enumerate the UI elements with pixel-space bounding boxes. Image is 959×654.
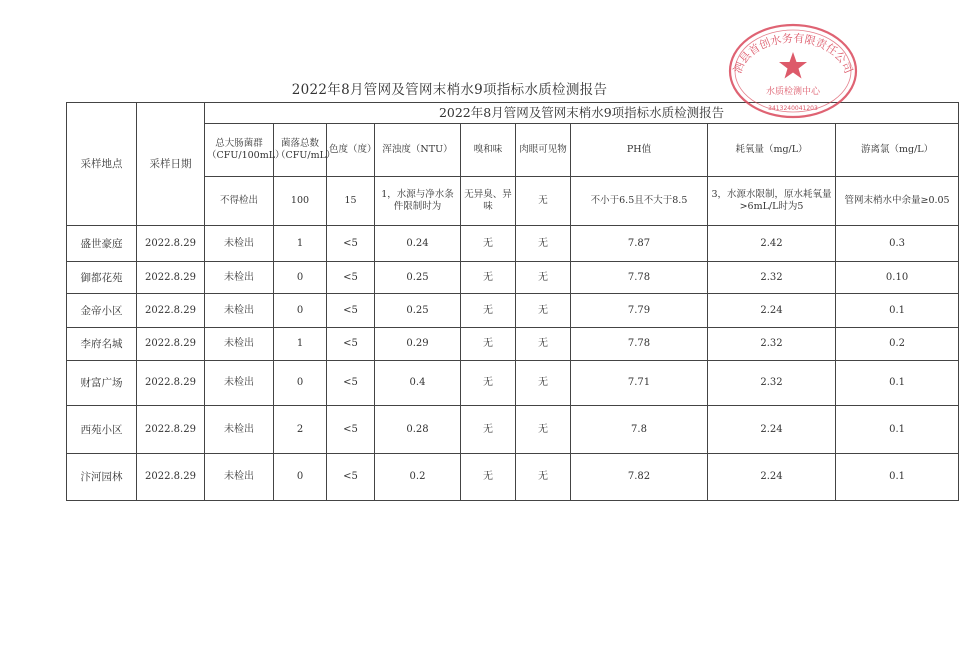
header-site: 采样地点 <box>67 103 137 226</box>
measurement-value: 无 <box>461 262 516 294</box>
measurement-value: <5 <box>327 226 375 262</box>
measurement-value: 0.25 <box>375 294 461 328</box>
measurement-value: 7.78 <box>571 328 708 361</box>
measurement-value: 2.32 <box>708 361 836 406</box>
sample-date: 2022.8.29 <box>137 262 205 294</box>
measurement-value: 0.1 <box>836 294 959 328</box>
measurement-value: 无 <box>461 226 516 262</box>
sample-date: 2022.8.29 <box>137 361 205 406</box>
sample-date: 2022.8.29 <box>137 406 205 454</box>
measurement-value: 7.79 <box>571 294 708 328</box>
header-date: 采样日期 <box>137 103 205 226</box>
standard-limit: 1，水源与净水条件限制时为 <box>375 177 461 226</box>
measurement-value: 2.24 <box>708 454 836 501</box>
measurement-value: 7.71 <box>571 361 708 406</box>
measurement-value: 未检出 <box>205 361 274 406</box>
measurement-value: 1 <box>274 328 327 361</box>
company-seal <box>726 20 860 122</box>
indicator-header: PH值 <box>571 124 708 177</box>
indicator-header: 肉眼可见物 <box>516 124 571 177</box>
standard-limit: 无 <box>516 177 571 226</box>
indicator-header: 嗅和味 <box>461 124 516 177</box>
table-row <box>67 361 959 406</box>
sample-site: 金帝小区 <box>67 294 137 328</box>
measurement-value: 未检出 <box>205 262 274 294</box>
measurement-value: 0.1 <box>836 361 959 406</box>
standard-limit: 3，水源水限制，原水耗氧量>6mL/L时为5 <box>708 177 836 226</box>
sample-date: 2022.8.29 <box>137 454 205 501</box>
measurement-value: 无 <box>461 406 516 454</box>
measurement-value: <5 <box>327 294 375 328</box>
measurement-value: 7.8 <box>571 406 708 454</box>
measurement-value: 无 <box>516 454 571 501</box>
measurement-value: 0 <box>274 262 327 294</box>
measurement-value: 2.24 <box>708 406 836 454</box>
measurement-value: 无 <box>516 406 571 454</box>
sample-site: 李府名城 <box>67 328 137 361</box>
sample-site: 财富广场 <box>67 361 137 406</box>
table-row <box>67 406 959 454</box>
page-title: 2022年8月管网及管网末梢水9项指标水质检测报告 <box>291 82 608 98</box>
measurement-value: <5 <box>327 406 375 454</box>
measurement-value: 0.24 <box>375 226 461 262</box>
measurement-value: 0 <box>274 294 327 328</box>
measurement-value: <5 <box>327 361 375 406</box>
measurement-value: 无 <box>516 262 571 294</box>
standard-limit: 100 <box>274 177 327 226</box>
seal-text-path: 泗县首创水务有限责任公司 <box>730 31 856 76</box>
sample-date: 2022.8.29 <box>137 226 205 262</box>
measurement-value: 1 <box>274 226 327 262</box>
measurement-value: 无 <box>516 361 571 406</box>
sample-site: 盛世豪庭 <box>67 226 137 262</box>
sample-date: 2022.8.29 <box>137 328 205 361</box>
measurement-value: <5 <box>327 262 375 294</box>
seal-number: 3413240041203 <box>768 105 818 112</box>
measurement-value: 未检出 <box>205 226 274 262</box>
measurement-value: 0.1 <box>836 406 959 454</box>
standard-limit: 无异臭、异味 <box>461 177 516 226</box>
seal-star-icon <box>779 52 807 79</box>
measurement-value: 7.87 <box>571 226 708 262</box>
table-row <box>67 328 959 361</box>
indicator-header: 色度（度） <box>327 124 375 177</box>
indicator-header: 耗氧量（mg/L） <box>708 124 836 177</box>
indicator-header: 总大肠菌群（CFU/100mL） <box>205 124 274 177</box>
measurement-value: 2 <box>274 406 327 454</box>
water-quality-report-table <box>66 102 959 501</box>
measurement-value: 2.24 <box>708 294 836 328</box>
measurement-value: 0.2 <box>836 328 959 361</box>
measurement-value: 无 <box>461 294 516 328</box>
measurement-value: <5 <box>327 454 375 501</box>
sample-site: 御都花苑 <box>67 262 137 294</box>
indicator-header: 浑浊度（NTU） <box>375 124 461 177</box>
measurement-value: 0 <box>274 361 327 406</box>
table-row <box>67 294 959 328</box>
sample-date: 2022.8.29 <box>137 294 205 328</box>
measurement-value: 无 <box>516 328 571 361</box>
indicator-header: 游离氯（mg/L） <box>836 124 959 177</box>
measurement-value: 无 <box>516 294 571 328</box>
measurement-value: 0.1 <box>836 454 959 501</box>
measurement-value: 2.42 <box>708 226 836 262</box>
measurement-value: 无 <box>516 226 571 262</box>
standard-limit: 15 <box>327 177 375 226</box>
standard-limit: 不得检出 <box>205 177 274 226</box>
measurement-value: 0.10 <box>836 262 959 294</box>
table-row <box>67 226 959 262</box>
measurement-value: 无 <box>461 361 516 406</box>
measurement-value: 未检出 <box>205 406 274 454</box>
standard-limit: 管网末梢水中余量≥0.05 <box>836 177 959 226</box>
measurement-value: 0 <box>274 454 327 501</box>
measurement-value: 0.4 <box>375 361 461 406</box>
data-body <box>67 226 959 501</box>
measurement-value: 0.29 <box>375 328 461 361</box>
measurement-value: 未检出 <box>205 294 274 328</box>
table-row <box>67 262 959 294</box>
measurement-value: 0.28 <box>375 406 461 454</box>
measurement-value: 未检出 <box>205 328 274 361</box>
standard-limit: 不小于6.5且不大于8.5 <box>571 177 708 226</box>
sample-site: 西苑小区 <box>67 406 137 454</box>
measurement-value: 0.25 <box>375 262 461 294</box>
measurement-value: 无 <box>461 454 516 501</box>
measurement-value: 2.32 <box>708 262 836 294</box>
measurement-value: 0.2 <box>375 454 461 501</box>
table-row <box>67 454 959 501</box>
sample-site: 汴河园林 <box>67 454 137 501</box>
table-subtitle: 2022年8月管网及管网末梢水9项指标水质检测报告 <box>205 103 959 124</box>
measurement-value: <5 <box>327 328 375 361</box>
indicator-header: 菌落总数（CFU/mL） <box>274 124 327 177</box>
measurement-value: 未检出 <box>205 454 274 501</box>
measurement-value: 7.78 <box>571 262 708 294</box>
measurement-value: 2.32 <box>708 328 836 361</box>
seal-subtext: 水质检测中心 <box>765 87 821 97</box>
measurement-value: 7.82 <box>571 454 708 501</box>
measurement-value: 0.3 <box>836 226 959 262</box>
measurement-value: 无 <box>461 328 516 361</box>
